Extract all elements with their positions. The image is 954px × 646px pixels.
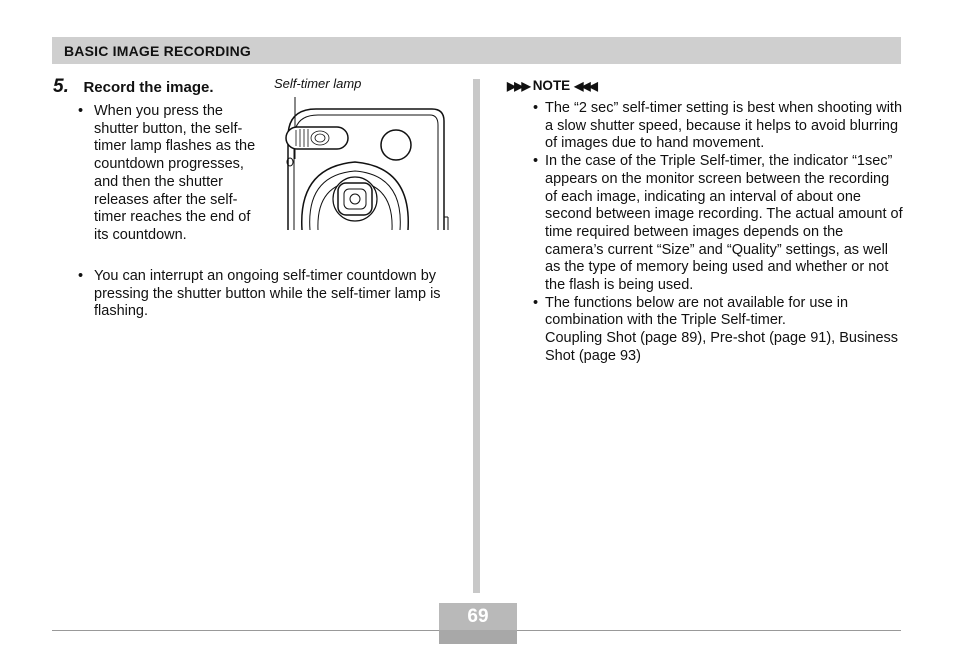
note-list (533, 100, 905, 366)
bullet-marker: • (533, 153, 539, 170)
page-number-band (439, 630, 517, 644)
left-bullet-1 (78, 103, 258, 245)
self-timer-lamp-window (286, 127, 348, 149)
note-heading (503, 78, 600, 93)
note-item-2 (533, 153, 905, 295)
note-arrows-left-icon: ◀◀◀ (574, 78, 596, 93)
left-bullet-2 (78, 268, 448, 321)
bullet-marker: • (78, 268, 84, 284)
note-sub-text: Coupling Shot (page 89), Pre-shot (page 91), Business Shot (page 93) (545, 330, 899, 364)
camera-illustration (280, 97, 450, 232)
page-number: 69 (467, 605, 489, 627)
note-text: In the case of the Triple Self-timer, the indicator “1sec” appears on the monitor screen between the recording of each image, indicating an interval of about one second between image recording. The actual amount of time required between images depends on the camera’s current “Size” and “Quality” settings, as well as the type of memory being used and whether or not the flash is being used. (545, 153, 903, 294)
section-header-bar (52, 37, 901, 64)
bullet-text: You can interrupt an ongoing self-timer countdown by pressing the shutter button while the self-timer lamp is flashing. (94, 268, 441, 320)
note-text: The “2 sec” self-timer setting is best when shooting with a slow shutter speed, because it helps to avoid blurring of images due to hand movement. (545, 100, 903, 152)
bullet-marker: • (78, 103, 84, 119)
page-number-tab (439, 603, 517, 644)
note-item-1 (533, 100, 905, 153)
note-label: NOTE (532, 78, 571, 93)
figure-caption: Self-timer lamp (274, 76, 362, 91)
note-item-3 (533, 295, 905, 366)
step-number: 5. (53, 76, 69, 97)
bullet-marker: • (533, 294, 539, 311)
section-title: BASIC IMAGE RECORDING (64, 43, 251, 59)
viewfinder (381, 130, 411, 160)
step-heading (53, 76, 293, 98)
step-title: Record the image. (83, 79, 214, 96)
bullet-marker: • (533, 100, 539, 116)
note-text: The functions below are not available for use in combination with the Triple Self-timer. (545, 294, 849, 329)
note-arrows-right-icon: ▶▶▶ (507, 78, 529, 93)
column-divider (473, 79, 480, 593)
bullet-text: When you press the shutter button, the self-timer lamp flashes as the countdown progresses, and then the shutter releases after the self-timer reaches the end of its countdown. (94, 103, 256, 243)
